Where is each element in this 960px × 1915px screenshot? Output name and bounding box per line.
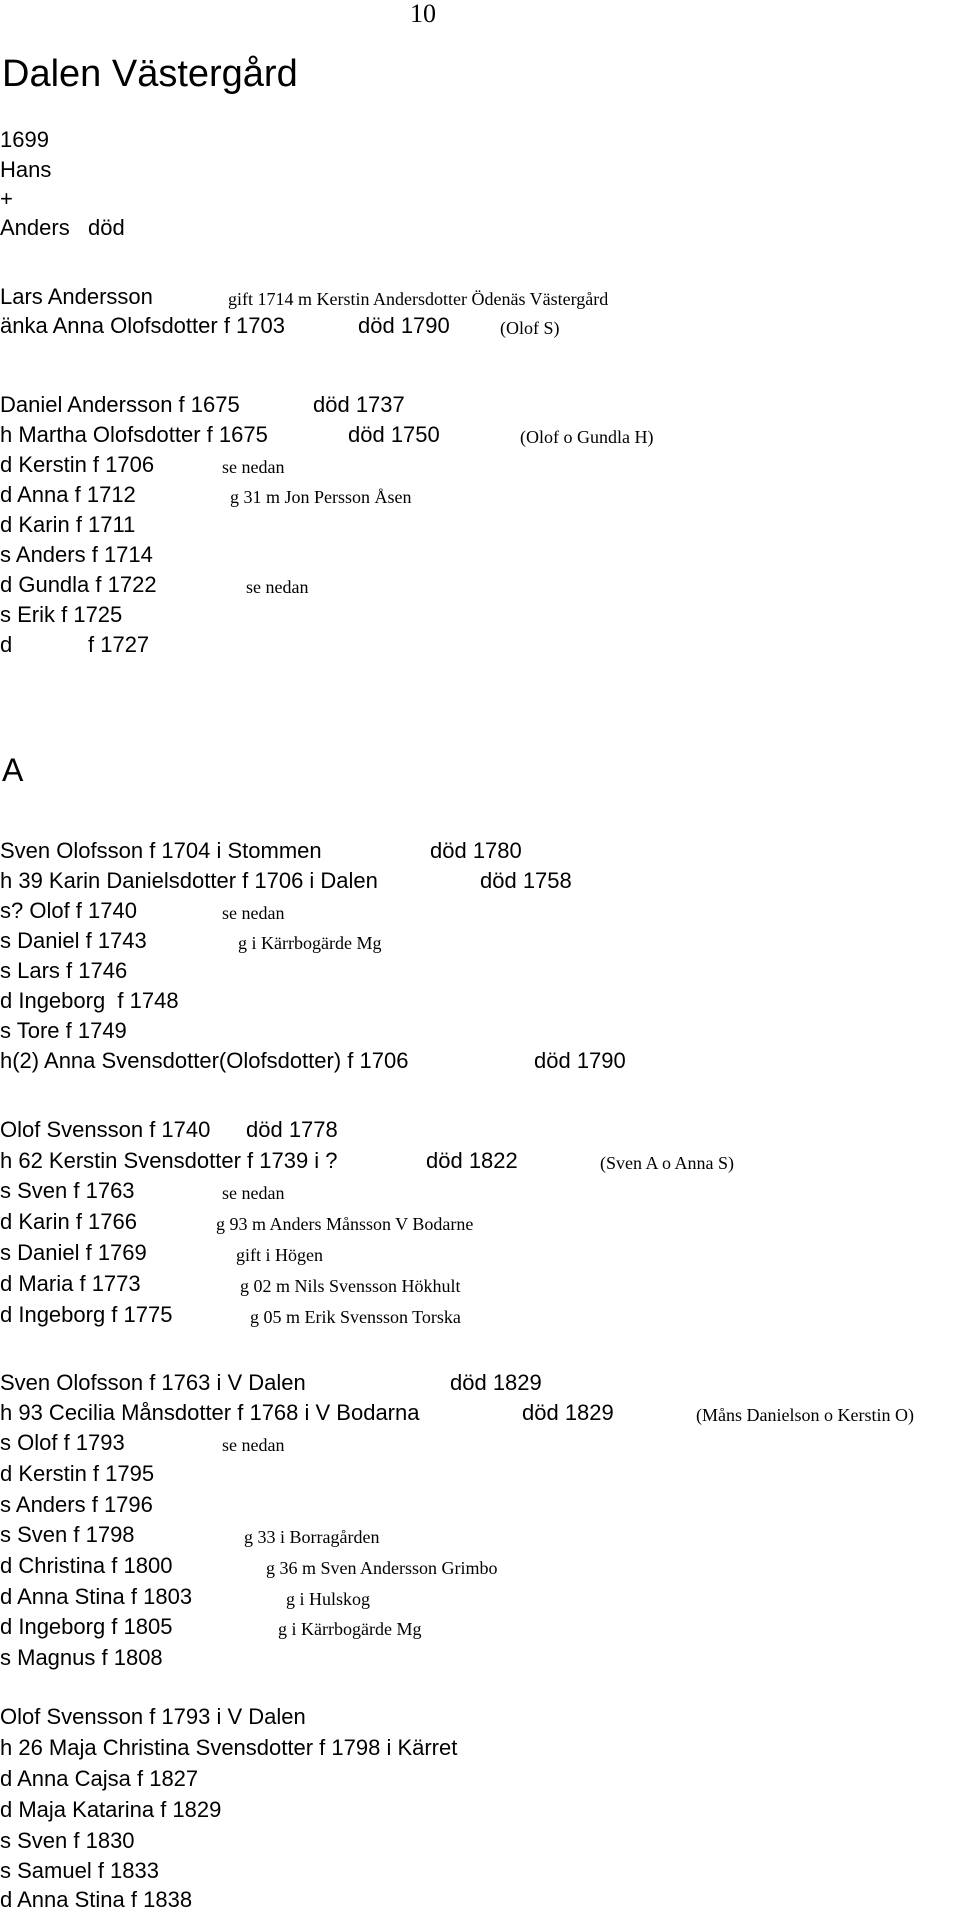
- entry-note: (Måns Danielson o Kerstin O): [696, 1405, 914, 1425]
- child-line: d Anna Cajsa f 1827: [0, 1766, 199, 1791]
- child-note: se nedan: [222, 903, 285, 923]
- child-note: g 31 m Jon Persson Åsen: [230, 487, 412, 507]
- intro-line: +: [0, 186, 13, 211]
- child-text: s Olof f 1793: [0, 1430, 125, 1455]
- entry-death: död 1822: [426, 1148, 518, 1173]
- child-line: s Samuel f 1833: [0, 1858, 159, 1883]
- child-note: g i Hulskog: [286, 1589, 371, 1609]
- child-text: s? Olof f 1740: [0, 898, 137, 923]
- child-text: s Tore f 1749: [0, 1018, 127, 1043]
- entry-note: gift 1714 m Kerstin Andersdotter Ödenäs Västergård: [228, 289, 609, 309]
- page-title: Dalen Västergård: [2, 53, 298, 95]
- child-line: s Sven f 1830: [0, 1828, 135, 1853]
- child-text: d Ingeborg f 1805: [0, 1614, 173, 1639]
- child-note: g 02 m Nils Svensson Hökhult: [240, 1276, 461, 1296]
- entry-death: död 1829: [450, 1370, 542, 1395]
- entry-name: h 62 Kerstin Svensdotter f 1739 i ?: [0, 1148, 338, 1173]
- child-note: se nedan: [222, 457, 285, 477]
- entry-death: död 1737: [313, 392, 405, 417]
- child-text: s Erik f 1725: [0, 602, 123, 627]
- child-note: g 93 m Anders Månsson V Bodarne: [216, 1214, 474, 1234]
- entry-name: Daniel Andersson f 1675: [0, 392, 240, 417]
- entry-note: (Olof S): [500, 318, 560, 338]
- child-note: g i Kärrbogärde Mg: [278, 1619, 422, 1639]
- entry-line: h 26 Maja Christina Svensdotter f 1798 i Kärret: [0, 1735, 458, 1760]
- child-year: f 1727: [88, 632, 150, 657]
- child-text: d Christina f 1800: [0, 1553, 173, 1578]
- child-text: s Magnus f 1808: [0, 1645, 163, 1670]
- child-note: se nedan: [246, 577, 309, 597]
- child-note: gift i Högen: [236, 1245, 323, 1265]
- intro-line: Anders död: [0, 215, 125, 240]
- child-note: g 05 m Erik Svensson Torska: [250, 1307, 461, 1327]
- entry-name: h 39 Karin Danielsdotter f 1706 i Dalen: [0, 868, 378, 893]
- child-text: s Anders f 1796: [0, 1492, 153, 1517]
- entry-death: död 1750: [348, 422, 440, 447]
- child-text: s Daniel f 1769: [0, 1240, 147, 1265]
- child-line: [0, 632, 150, 736]
- child-note: g 33 i Borragården: [244, 1527, 380, 1547]
- child-line: d Maja Katarina f 1829: [0, 1797, 222, 1822]
- child-text: d Karin f 1711: [0, 512, 136, 537]
- entry-note: (Olof o Gundla H): [520, 427, 654, 447]
- entry-note: (Sven A o Anna S): [600, 1153, 735, 1173]
- entry-name: änka Anna Olofsdotter f 1703: [0, 313, 285, 338]
- entry-death: död 1829: [522, 1400, 614, 1425]
- entry-name: h Martha Olofsdotter f 1675: [0, 422, 268, 447]
- child-note: g i Kärrbogärde Mg: [238, 933, 382, 953]
- child-note: se nedan: [222, 1435, 285, 1455]
- child-note: g 36 m Sven Andersson Grimbo: [266, 1558, 498, 1578]
- child-text: s Lars f 1746: [0, 958, 128, 983]
- entry-name: h 93 Cecilia Månsdotter f 1768 i V Bodarna: [0, 1400, 420, 1425]
- child-line: d Anna Stina f 1838: [0, 1887, 193, 1912]
- entry-death: död 1790: [534, 1048, 626, 1073]
- child-text: s Sven f 1798: [0, 1522, 135, 1547]
- child-text: d Anna f 1712: [0, 482, 136, 507]
- entry-name: h(2) Anna Svensdotter(Olofsdotter) f 1706: [0, 1048, 409, 1073]
- child-text: d Ingeborg f 1775: [0, 1302, 173, 1327]
- child-text: d Maria f 1773: [0, 1271, 141, 1296]
- intro-line: Hans: [0, 157, 52, 182]
- child-text: d Anna Stina f 1803: [0, 1584, 193, 1609]
- page-number: 10: [410, 0, 436, 28]
- intro-line: 1699: [0, 127, 49, 152]
- entry-death: död 1790: [358, 313, 450, 338]
- entry-name: Olof Svensson f 1740: [0, 1117, 211, 1142]
- child-text: d Karin f 1766: [0, 1209, 137, 1234]
- child-text: s Anders f 1714: [0, 542, 153, 567]
- child-text: d Gundla f 1722: [0, 572, 157, 597]
- child-text: s Daniel f 1743: [0, 928, 147, 953]
- entry-name: Sven Olofsson f 1763 i V Dalen: [0, 1370, 306, 1395]
- child-text: d Kerstin f 1706: [0, 452, 155, 477]
- entry-death: död 1780: [430, 838, 522, 863]
- section-heading: A: [2, 752, 24, 788]
- entry-death: död 1758: [480, 868, 572, 893]
- entry-death: död 1778: [246, 1117, 338, 1142]
- child-note: se nedan: [222, 1183, 285, 1203]
- child-text: s Sven f 1763: [0, 1178, 135, 1203]
- child-text: d Ingeborg f 1748: [0, 988, 179, 1013]
- entry-line: Olof Svensson f 1793 i V Dalen: [0, 1704, 306, 1729]
- entry-name: Lars Andersson: [0, 284, 153, 309]
- child-text: d: [0, 632, 13, 657]
- child-text: d Kerstin f 1795: [0, 1461, 155, 1486]
- entry-name: Sven Olofsson f 1704 i Stommen: [0, 838, 322, 863]
